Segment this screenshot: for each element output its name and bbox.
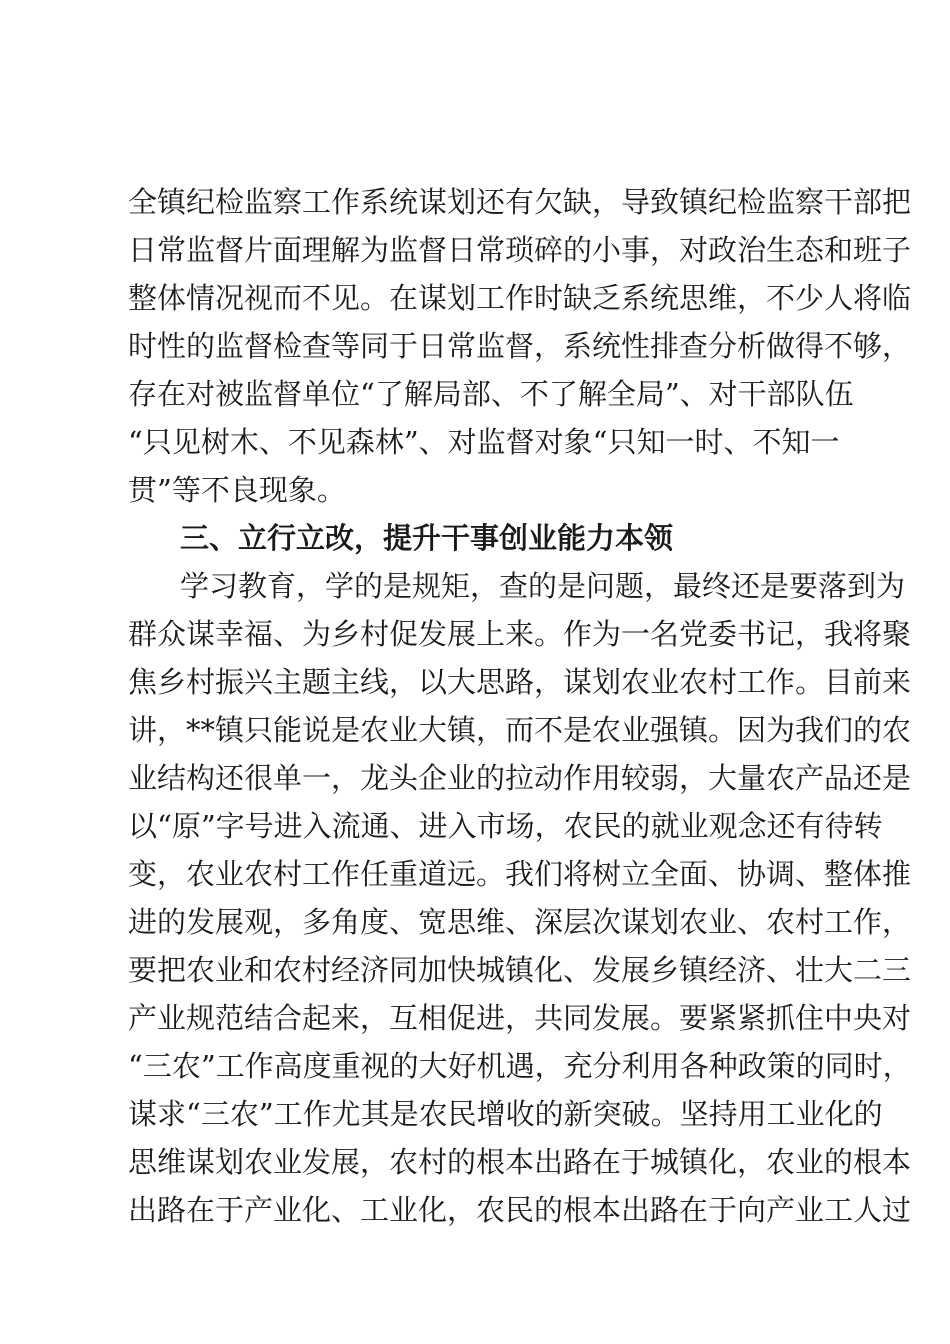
paragraph-1-line-4: 时性的监督检查等同于日常监督，系统性排查分析做得不够，: [128, 329, 912, 363]
paragraph-2-line-5: 业结构还很单一，龙头企业的拉动作用较弱，大量农产品还是: [128, 761, 912, 795]
paragraph-1-line-7: 贯”等不良现象。: [128, 473, 346, 507]
paragraph-2-line-2: 群众谋幸福、为乡村促发展上来。作为一名党委书记，我将聚: [128, 617, 912, 651]
paragraph-2-line-8: 进的发展观，多角度、宽思维、深层次谋划农业、农村工作，: [128, 905, 912, 939]
paragraph-2-line-13: 思维谋划农业发展，农村的根本出路在于城镇化，农业的根本: [128, 1145, 912, 1179]
paragraph-1-line-3: 整体情况视而不见。在谋划工作时缺乏系统思维，不少人将临: [128, 281, 912, 315]
paragraph-2-line-10: 产业规范结合起来，互相促进，共同发展。要紧紧抓住中央对: [128, 1001, 912, 1035]
paragraph-1-line-1: 全镇纪检监察工作系统谋划还有欠缺，导致镇纪检监察干部把: [128, 185, 912, 219]
paragraph-2-line-6: 以“原”字号进入流通、进入市场，农民的就业观念还有待转: [128, 809, 883, 843]
paragraph-2-line-12: 谋求“三农”工作尤其是农民增收的新突破。坚持用工业化的: [128, 1097, 883, 1131]
paragraph-2-line-11: “三农”工作高度重视的大好机遇，充分利用各种政策的同时，: [128, 1049, 912, 1083]
paragraph-2-line-1: 学习教育，学的是规矩，查的是问题，最终还是要落到为: [180, 569, 906, 603]
paragraph-2-line-9: 要把农业和农村经济同加快城镇化、发展乡镇经济、壮大二三: [128, 953, 912, 987]
paragraph-1-line-6: “只见树木、不见森林”、对监督对象“只知一时、不知一: [128, 425, 840, 459]
paragraph-1-line-5: 存在对被监督单位“了解局部、不了解全局”、对干部队伍: [128, 377, 854, 411]
paragraph-2-line-4: 讲，**镇只能说是农业大镇，而不是农业强镇。因为我们的农: [128, 713, 912, 747]
paragraph-2-line-14: 出路在于产业化、工业化，农民的根本出路在于向产业工人过: [128, 1193, 912, 1227]
section-heading: 三、立行立改，提升干事创业能力本领: [180, 521, 674, 555]
paragraph-1-line-2: 日常监督片面理解为监督日常琐碎的小事，对政治生态和班子: [128, 233, 912, 267]
paragraph-2-line-3: 焦乡村振兴主题主线，以大思路，谋划农业农村工作。目前来: [128, 665, 912, 699]
paragraph-2-line-7: 变，农业农村工作任重道远。我们将树立全面、协调、整体推: [128, 857, 912, 891]
